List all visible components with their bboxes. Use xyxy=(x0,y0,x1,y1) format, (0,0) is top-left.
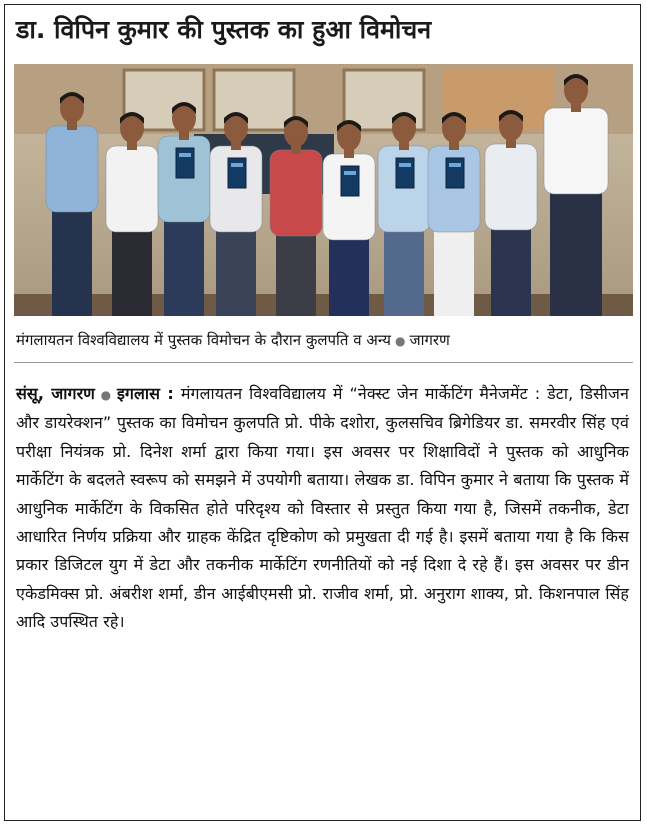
book-icon xyxy=(341,166,359,196)
floor xyxy=(14,294,633,316)
book-icon xyxy=(446,158,464,188)
caption-credit: जागरण xyxy=(409,331,450,349)
person-legs xyxy=(491,224,531,316)
book-icon xyxy=(396,158,414,188)
person-legs xyxy=(52,206,92,316)
headline: डा. विपिन कुमार की पुस्तक का हुआ विमोचन xyxy=(16,15,432,44)
person-legs xyxy=(276,230,316,316)
book-title-strip xyxy=(179,153,191,157)
person-legs xyxy=(164,216,204,316)
bullet-icon: ● xyxy=(98,388,113,402)
book-title-strip xyxy=(231,163,243,167)
bullet-icon: ● xyxy=(394,334,406,348)
person-torso xyxy=(270,150,322,236)
person-legs xyxy=(112,226,152,316)
person-torso xyxy=(544,108,608,194)
book-title-strip xyxy=(449,163,461,167)
photo-caption xyxy=(16,328,631,353)
article-body-text: मंगलायतन विश्वविद्यालय में “नेक्स्ट जेन मार्केटिंग मैनेजमेंट : डेटा, डिसीजन और डायरेक्शन” पुस्तक का विमोचन कुलपति प्रो. पीके दशोरा, कुलसचिव ब्रिगेडियर डा. समरवीर सिंह एवं परीक्षा नियंत्रक प्रो. दिनेश शर्मा द्वारा किया गया। इस अवसर पर शिक्षाविदों ने पुस्तक को आधुनिक मार्केटिंग के बदलते स्वरूप को समझने में उपयोगी बताया। लेखक डा. विपिन कुमार ने बताया कि पुस्तक में आधुनिक मार्केटिंग के विकसित होते परिदृश्य को विस्तार से प्रस्तुत किया गया है, जिसमें तकनीक, डेटा आधारित निर्णय प्रक्रिया और ग्राहक केंद्रित दृष्टिकोण को प्रमुखता दी गई है। इसमें बताया गया है कि किस प्रकार डिजिटल युग में डेटा और तकनीक मार्केटिंग रणनीतियों को नई दिशा दे रहे हैं। इस अवसर पर डीन एकेडमिक्स प्रो. अंबरीश शर्मा, डीन आईबीएमसी प्रो. राजीव शर्मा, प्रो. अनुराग शाक्य, प्रो. किशनपाल सिंह आदि उपस्थित रहे। xyxy=(16,384,629,632)
person-legs xyxy=(216,226,256,316)
divider xyxy=(14,362,633,363)
group-photo-image xyxy=(14,64,633,316)
person-legs xyxy=(550,188,602,316)
person-torso xyxy=(485,144,537,230)
person-torso xyxy=(106,146,158,232)
person-legs xyxy=(434,226,474,316)
book-icon xyxy=(176,148,194,178)
book-icon xyxy=(228,158,246,188)
group-photo xyxy=(14,64,633,316)
dateline-place: इगलास : xyxy=(116,384,174,403)
person-torso xyxy=(46,126,98,212)
article-body xyxy=(16,380,629,637)
person-legs xyxy=(329,234,369,316)
book-title-strip xyxy=(344,171,356,175)
caption-text: मंगलायतन विश्वविद्यालय में पुस्तक विमोचन के दौरान कुलपति व अन्य xyxy=(16,331,391,349)
person-legs xyxy=(384,226,424,316)
book-title-strip xyxy=(399,163,411,167)
dateline-source: संसू, जागरण xyxy=(16,384,95,403)
